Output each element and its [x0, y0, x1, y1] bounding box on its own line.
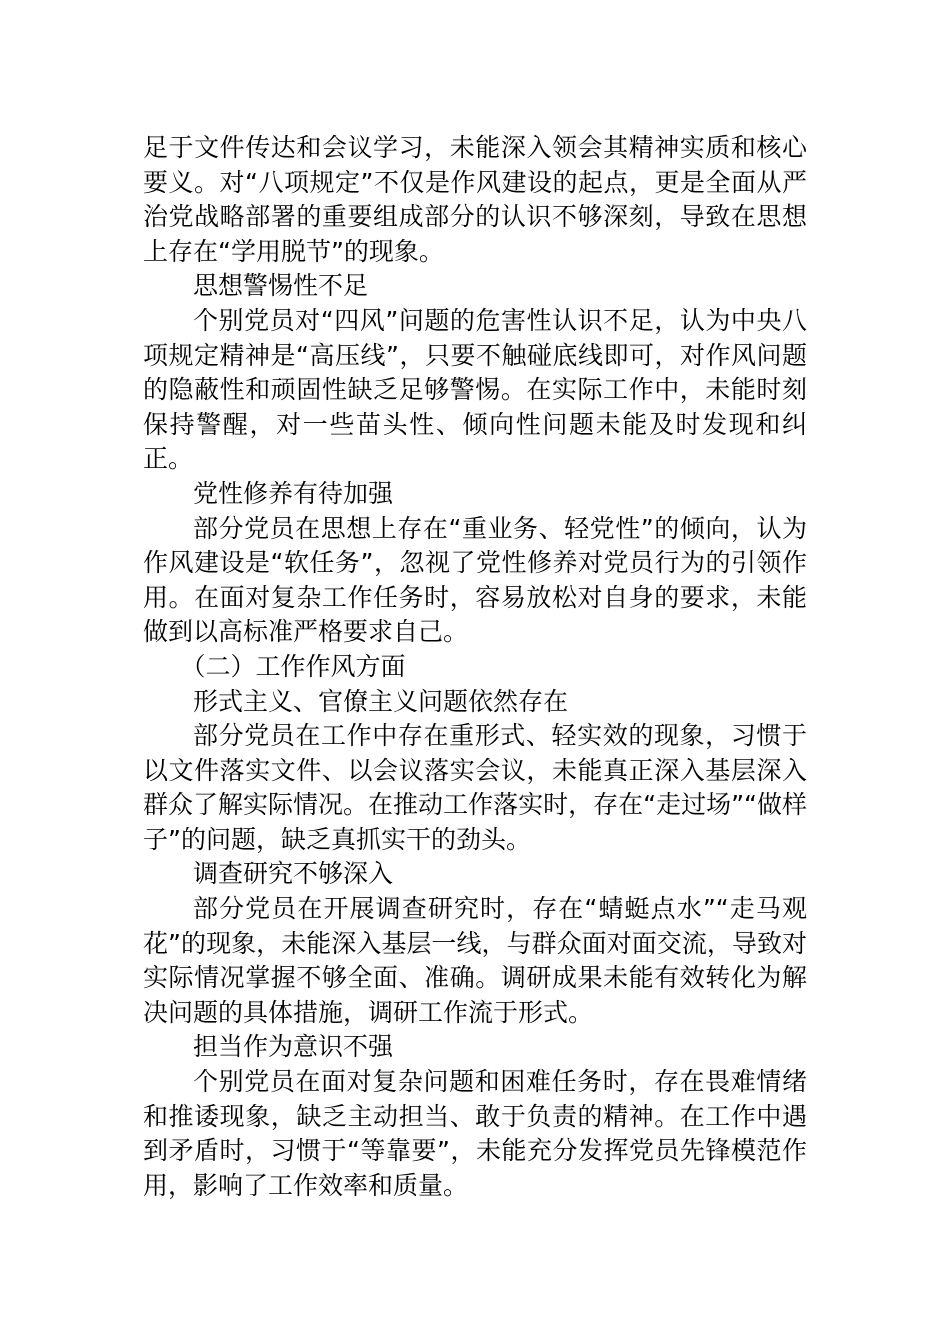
paragraph-research: 部分党员在开展调查研究时，存在“蜻蜓点水”“走马观花”的现象，未能深入基层一线，与群众面对面交流，导致对实际情况掌握不够全面、准确。调研成果未能有效转化为解决问题的具体措施，调研工作流于形式。 — [143, 894, 807, 1027]
document-page — [143, 131, 807, 1203]
subheading-vigilance: 思想警惕性不足 — [193, 271, 369, 301]
subheading-research: 调查研究不够深入 — [193, 859, 394, 889]
subheading-formalism: 形式主义、官僚主义问题依然存在 — [193, 686, 569, 716]
paragraph-party-spirit: 部分党员在思想上存在“重业务、轻党性”的倾向，认为作风建设是“软任务”，忽视了党性修养对党员行为的引领作用。在面对复杂工作任务时，容易放松对自身的要求，未能做到以高标准严格要求自己。 — [143, 513, 807, 647]
paragraph-continuation: 足于文件传达和会议学习，未能深入领会其精神实质和核心要义。对“八项规定”不仅是作风建设的起点，更是全面从严治党战略部署的重要组成部分的认识不够深刻，导致在思想上存在“学用脱节”的现象。 — [143, 133, 807, 266]
paragraph-vigilance: 个别党员对“四风”问题的危害性认识不足，认为中央八项规定精神是“高压线”，只要不触碰底线即可，对作风问题的隐蔽性和顽固性缺乏足够警惕。在实际工作中，未能时刻保持警醒，对一些苗头性、倾向性问题未能及时发现和纠正。 — [143, 305, 807, 474]
paragraph-responsibility: 个别党员在面对复杂问题和困难任务时，存在畏难情绪和推诿现象，缺乏主动担当、敢于负责的精神。在工作中遇到矛盾时，习惯于“等靠要”，未能充分发挥党员先锋模范作用，影响了工作效率和质量。 — [143, 1067, 807, 1200]
section-heading-work-style: （二）工作作风方面 — [180, 651, 406, 681]
subheading-responsibility: 担当作为意识不强 — [193, 1032, 394, 1062]
subheading-party-spirit: 党性修养有待加强 — [193, 478, 394, 508]
paragraph-formalism: 部分党员在工作中存在重形式、轻实效的现象，习惯于以文件落实文件、以会议落实会议，未能真正深入基层深入群众了解实际情况。在推动工作落实时，存在“走过场”“做样子”的问题，缺乏真抓实干的劲头。 — [143, 721, 807, 854]
